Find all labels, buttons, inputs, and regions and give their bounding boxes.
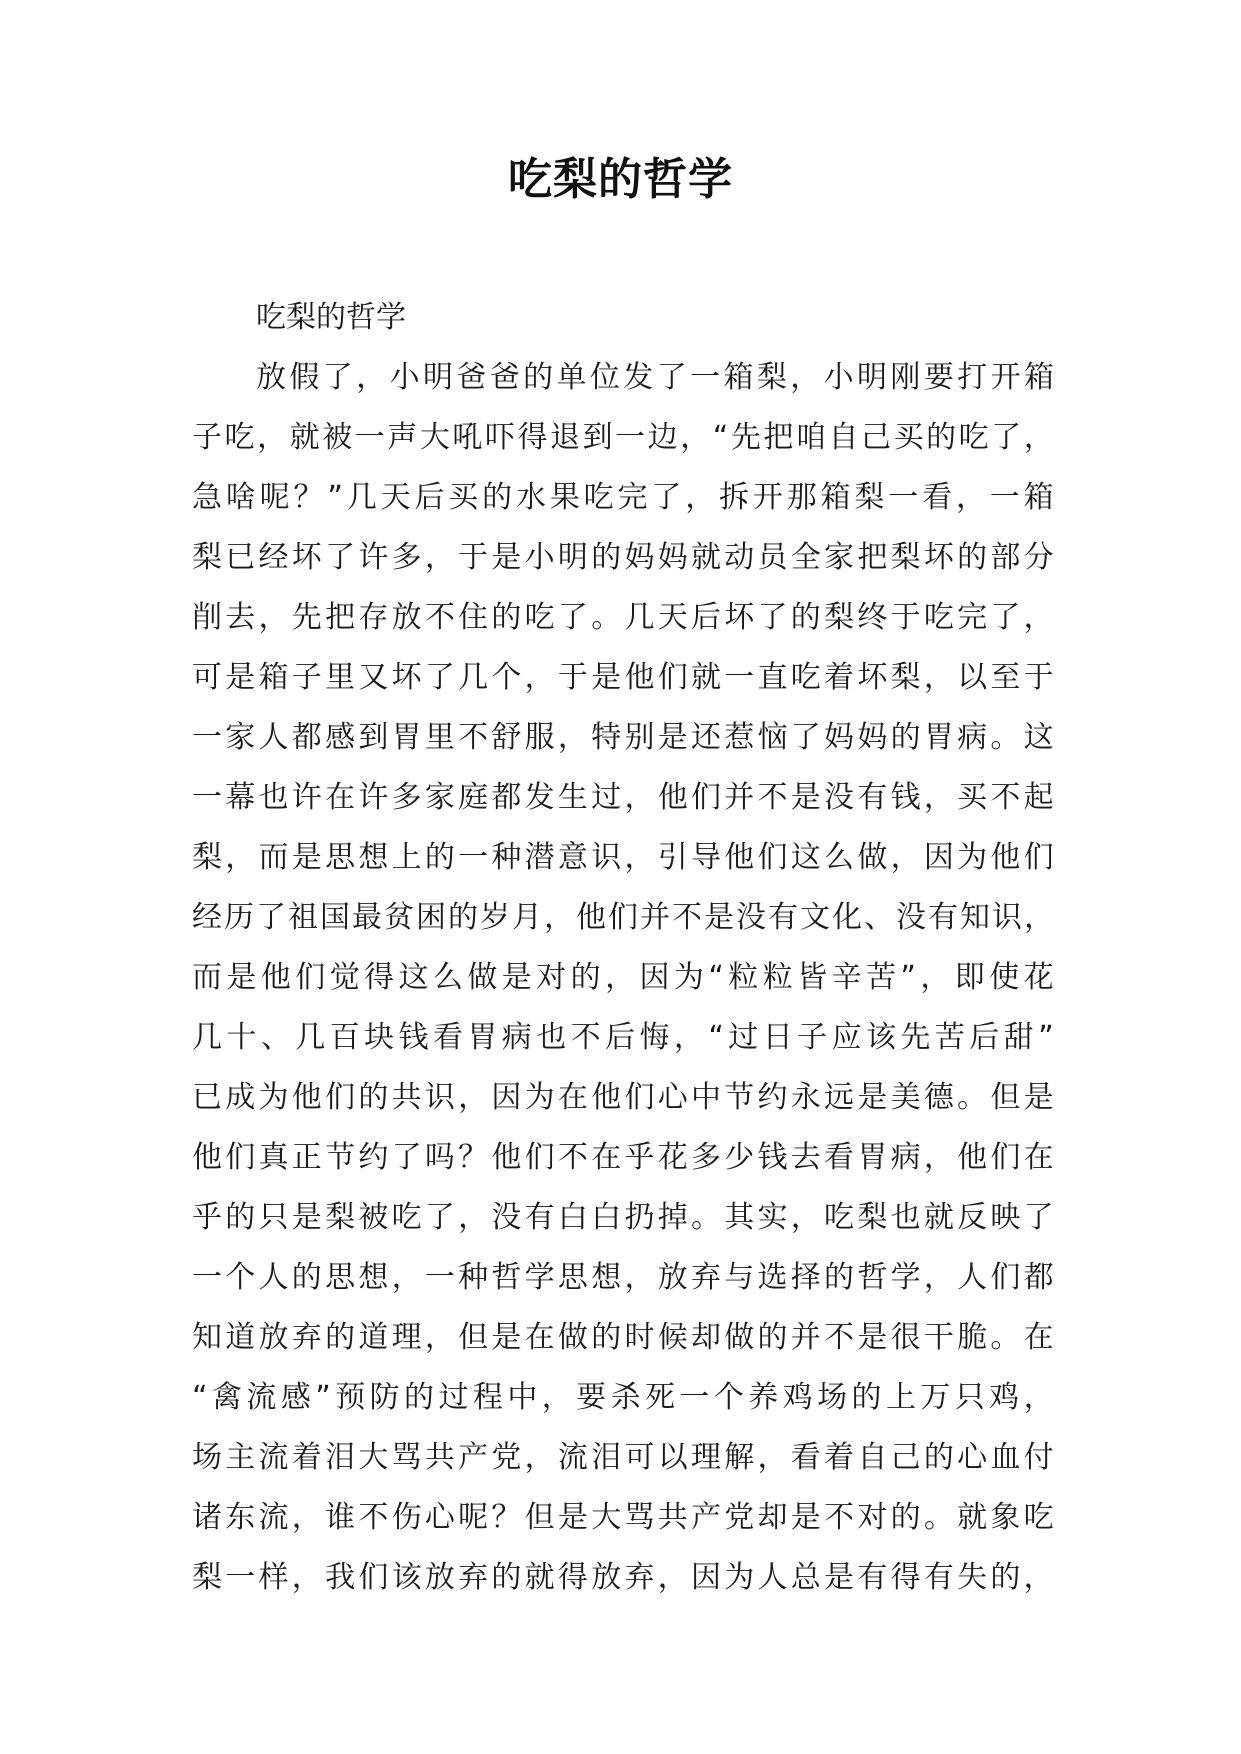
text-line: 放 假 了 ， 小 明 爸 爸 的 单 位 发 了 一 箱 梨 ， 小 明 刚 要 打 开 箱	[256, 360, 1054, 395]
document-title: 吃梨的哲学	[508, 154, 733, 205]
text-line: 乎 的 只 是 梨 被 吃 了 ， 没 有 白 白 扔 掉 。 其 实 ， 吃 梨 也 就 反 映 了	[192, 1200, 1054, 1235]
text-line: 诸 东 流 ， 谁 不 伤 心 呢 ？ 但 是 大 骂 共 产 党 却 是 不 对 的 。 就 象 吃	[192, 1500, 1054, 1535]
text-line: 可 是 箱 子 里 又 坏 了 几 个 ， 于 是 他 们 就 一 直 吃 着 坏 梨 ， 以 至 于	[192, 660, 1054, 695]
text-line: 削 去 ， 先 把 存 放 不 住 的 吃 了 。 几 天 后 坏 了 的 梨 终 于 吃 完 了 ，	[192, 600, 1054, 635]
text-line: 已 成 为 他 们 的 共 识 ， 因 为 在 他 们 心 中 节 约 永 远 是 美 德 。 但 是	[192, 1080, 1054, 1115]
text-line: 知 道 放 弃 的 道 理 ， 但 是 在 做 的 时 候 却 做 的 并 不 是 很 干 脆 。 在	[192, 1320, 1054, 1355]
text-line: 一 个 人 的 思 想 ， 一 种 哲 学 思 想 ， 放 弃 与 选 择 的 哲 学 ， 人 们 都	[192, 1260, 1054, 1295]
text-line: 一 幕 也 许 在 许 多 家 庭 都 发 生 过 ， 他 们 并 不 是 没 有 钱 ， 买 不 起	[192, 780, 1054, 815]
document-body	[192, 288, 1054, 1608]
text-line: 梨 已 经 坏 了 许 多 ， 于 是 小 明 的 妈 妈 就 动 员 全 家 把 梨 坏 的 部 分	[192, 540, 1054, 575]
text-line: 梨 ， 而 是 思 想 上 的 一 种 潜 意 识 ， 引 导 他 们 这 么 做 ， 因 为 他 们	[192, 840, 1054, 875]
text-line: 急 啥 呢 ？ ” 几 天 后 买 的 水 果 吃 完 了 ， 拆 开 那 箱 梨 一 看 ， 一 箱	[192, 480, 1054, 515]
text-line: 他 们 真 正 节 约 了 吗 ？ 他 们 不 在 乎 花 多 少 钱 去 看 胃 病 ， 他 们 在	[192, 1140, 1054, 1175]
text-line: 经 历 了 祖 国 最 贫 困 的 岁 月 ， 他 们 并 不 是 没 有 文 化 、 没 有 知 识 ，	[192, 900, 1054, 935]
text-line: 场 主 流 着 泪 大 骂 共 产 党 ， 流 泪 可 以 理 解 ， 看 着 自 己 的 心 血 付	[192, 1440, 1054, 1475]
text-line: “ 禽 流 感 ” 预 防 的 过 程 中 ， 要 杀 死 一 个 养 鸡 场 的 上 万 只 鸡 ，	[192, 1380, 1054, 1415]
text-line: 梨 一 样 ， 我 们 该 放 弃 的 就 得 放 弃 ， 因 为 人 总 是 有 得 有 失 的 ，	[192, 1560, 1054, 1595]
text-line: 一 家 人 都 感 到 胃 里 不 舒 服 ， 特 别 是 还 惹 恼 了 妈 妈 的 胃 病 。 这	[192, 720, 1054, 755]
text-line: 而 是 他 们 觉 得 这 么 做 是 对 的 ， 因 为 “ 粒 粒 皆 辛 苦 ” ， 即 使 花	[192, 960, 1054, 995]
paragraph-heading-line: 吃梨的哲学	[256, 300, 406, 335]
text-line: 子 吃 ， 就 被 一 声 大 吼 吓 得 退 到 一 边 ， “ 先 把 咱 自 己 买 的 吃 了 ，	[192, 420, 1054, 455]
text-line: 几 十 、 几 百 块 钱 看 胃 病 也 不 后 悔 ， “ 过 日 子 应 该 先 苦 后 甜 ”	[192, 1020, 1054, 1055]
